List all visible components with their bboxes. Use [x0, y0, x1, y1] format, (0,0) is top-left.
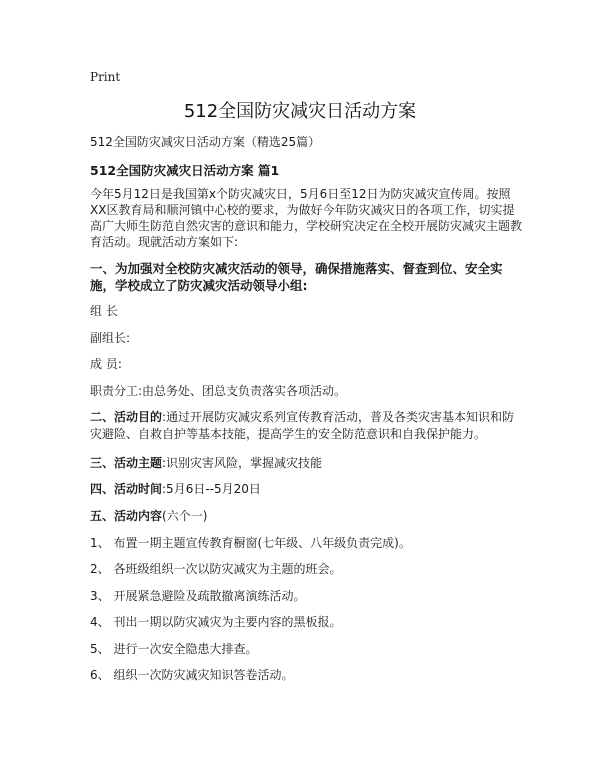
- section-two-label: 二、活动目的: [90, 410, 163, 424]
- document-title: 512全国防灾减灾日活动方案: [183, 101, 417, 122]
- activity-item: 2、 各班级组织一次以防灾减灾为主题的班会。: [90, 562, 342, 576]
- activity-item: 1、 布置一期主题宣传教育橱窗(七年级、八年级负责完成)。: [90, 536, 411, 550]
- section-four-label: 四、活动时间: [90, 482, 163, 496]
- activity-item: 3、 开展紧急避险及疏散撤离演练活动。: [90, 589, 306, 603]
- print-label: Print: [90, 70, 121, 84]
- activity-item: 5、 进行一次安全隐患大排查。: [90, 642, 258, 656]
- heading-one: 一、为加强对全校防灾减灾活动的领导，确保措施落实、督查到位、安全实施，学校成立了防灾减灾活动领导小组:: [90, 261, 503, 293]
- section-three-label: 三、活动主题: [90, 456, 163, 470]
- section-four: [90, 481, 522, 498]
- leader-label: 组 长: [90, 304, 118, 318]
- section-two: [90, 409, 522, 443]
- intro-paragraph: 今年5月12日是我国第x个防灾减灾日，5月6日至12日为防灾减灾宣传周。按照XX区教育局和顺河镇中心校的要求，为做好今年防灾减灾日的各项工作，切实提高广大师生防范自然灾害的意识和能力，学校研究决定在全校开展防灾减灾主题教育活动。现就活动方案如下:: [90, 187, 523, 249]
- duties-text: 职责分工:由总务处、团总支负责落实各项活动。: [90, 384, 347, 398]
- section-four-text: :5月6日--5月20日: [162, 482, 261, 496]
- activity-item: 6、 组织一次防灾减灾知识答卷活动。: [90, 668, 294, 682]
- member-label: 成 员:: [90, 357, 122, 371]
- section-five: [90, 508, 522, 525]
- section-five-label: 五、活动内容: [90, 509, 163, 523]
- document-subtitle: 512全国防灾减灾日活动方案（精选25篇）: [90, 135, 321, 149]
- section-three: [90, 455, 522, 472]
- section-heading: 512全国防灾减灾日活动方案 篇1: [90, 163, 280, 178]
- section-five-text: (六个一): [162, 509, 208, 523]
- activity-item: 4、 刊出一期以防灾减灾为主要内容的黑板报。: [90, 615, 342, 629]
- section-three-text: :识别灾害风险，掌握减灾技能: [162, 456, 323, 470]
- deputy-label: 副组长:: [90, 331, 131, 345]
- section-two-text: :通过开展防灾减灾系列宣传教育活动，普及各类灾害基本知识和防灾避险、自救自护等基本技能，提高学生的安全防范意识和自我保护能力。: [90, 410, 515, 441]
